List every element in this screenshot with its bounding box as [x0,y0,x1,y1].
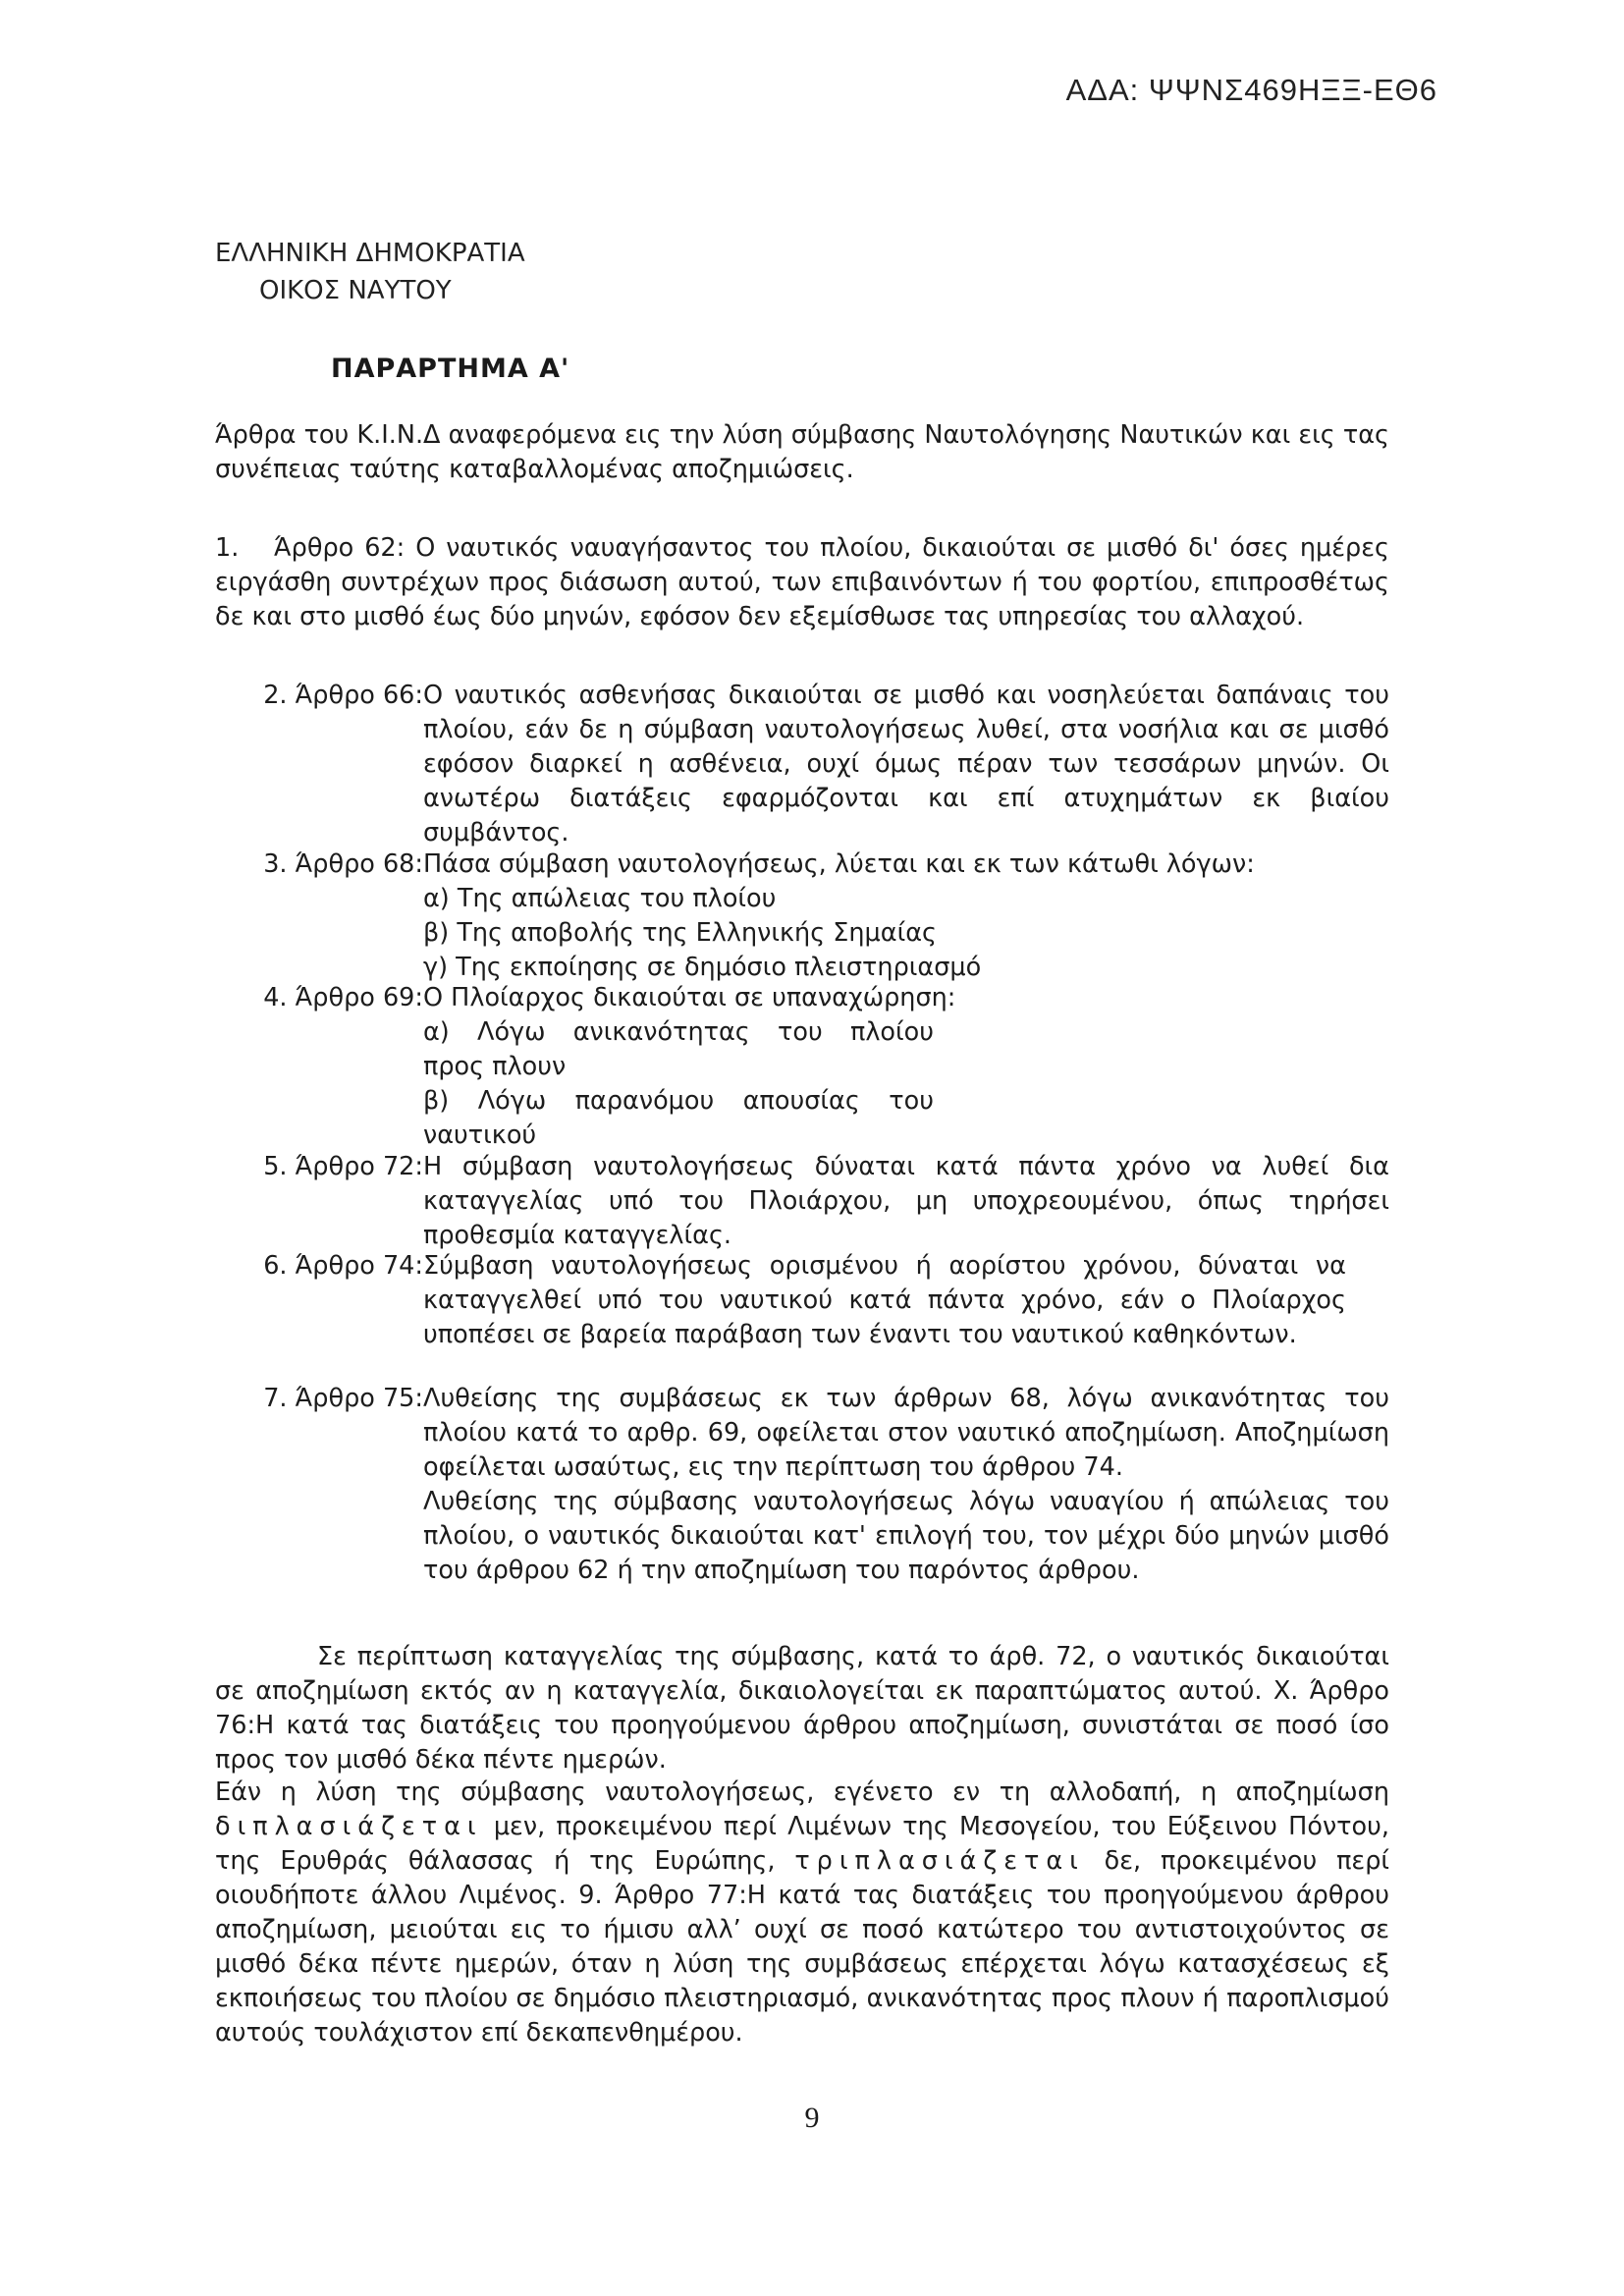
article-68-label: 3. Άρθρο 68: [263,849,423,879]
article-74-text: Σύμβαση ναυτολογήσεως ορισμένου ή αορίστου χρόνου, δύναται να καταγγελθεί υπό του ναυτικού κατά πάντα χρόνο, εάν ο Πλοίαρχος υποπέσει σε βαρεία παράβαση των έναντι του ναυτικού καθηκόντων. [423,1251,1346,1349]
article-72-text: Η σύμβαση ναυτολογήσεως δύναται κατά πάντα χρόνο να λυθεί δια καταγγελίας υπό του Πλοιάρχου, μη υποχρεουμένου, όπως τηρήσει προθεσμία καταγγελίας. [423,1152,1389,1250]
article-66-label: 2. Άρθρο 66: [263,681,423,710]
list-item: γ) Της εκποίησης σε δημόσιο πλειστηριασμό [423,953,982,982]
article-69-label: 4. Άρθρο 69: [263,983,423,1012]
article-75-paragraph-2: Λυθείσης της σύμβασης ναυτολογήσεως λόγω ναυαγίου ή απώλειας του πλοίου, ο ναυτικός δικαιούται κατ' επιλογή του, τον μέχρι δύο μηνών μισθό του άρθρου 62 ή την αποζημίωση του παρόντος άρθρου. [423,1487,1389,1585]
spaced-word: διπλασιάζεται [215,1812,483,1841]
list-item-continuation: ναυτικού [423,1121,537,1150]
item-number: 1. [215,533,240,563]
paragraph-compensation [215,1776,1389,2050]
article-75-paragraph-1: Λυθείσης της συμβάσεως εκ των άρθρων 68, λόγω ανικανότητας του πλοίου κατά το αρθρ. 69, οφείλεται στον ναυτικό αποζημίωση. Αποζημίωση οφείλεται ωσαύτως, εις την περίπτωση του άρθρου 74. [423,1384,1389,1482]
page-number: 9 [804,2102,820,2134]
article-62-text: Άρθρο 62: Ο ναυτικός ναυαγήσαντος του πλοίου, δικαιούται σε μισθό δι' όσες ημέρες ειργάσθη συντρέχων προς διάσωση αυτού, των επιβαινόντων ή του φορτίου, επιπροσθέτως δε και στο μισθό έως δύο μηνών, εφόσον δεν εξεμίσθωσε τας υπηρεσίας του αλλαχού. [215,533,1389,631]
article-68-text: Πάσα σύμβαση ναυτολογήσεως, λύεται και εκ των κάτωθι λόγων: [423,849,1255,879]
article-68-sublist [423,882,1389,985]
article-72-label: 5. Άρθρο 72: [263,1152,423,1181]
article-75-label: 7. Άρθρο 75: [263,1384,423,1413]
article-75-text [423,1382,1389,1588]
article-66-text: Ο ναυτικός ασθενήσας δικαιούται σε μισθό και νοσηλεύεται δαπάναις του πλοίου, εάν δε η σύμβαση ναυτολογήσεως λυθεί, στα νοσήλια και σε μισθό εφόσον διαρκεί η ασθένεια, ουχί όμως πέραν των τεσσάρων μηνών. Οι ανωτέρω διατάξεις εφαρμόζονται και επί ατυχημάτων εκ βιαίου συμβάντος. [423,681,1389,847]
paragraph-text: μεν, προκειμένου περί Λιμένων της Μεσογείου, του Εύξεινου Πόντου, της Ερυθράς θάλασσας ή της Ευρώπης, [215,1812,1390,1876]
article-69-text: Ο Πλοίαρχος δικαιούται σε υπαναχώρηση: [423,983,956,1012]
paragraph-termination: Σε περίπτωση καταγγελίας της σύμβασης, κατά το άρθ. 72, ο ναυτικός δικαιούται σε αποζημίωση εκτός αν η καταγγελία, δικαιολογείται εκ παραπτώματος αυτού. Χ. Άρθρο 76:Η κατά τας διατάξεις του προηγούμενου άρθρου αποζημίωση, συνιστάται σε ποσό ίσο προς τον μισθό δέκα πέντε ημερών. [215,1642,1389,1775]
paragraph-text: Εάν η λύση της σύμβασης ναυτολογήσεως, εγένετο εν τη αλλοδαπή, η αποζημίωση [215,1777,1389,1807]
annex-title: ΠΑΡΑΡΤΗΜΑ Α' [331,354,570,384]
list-item: α) Λόγω ανικανότητας του πλοίου [423,1017,934,1047]
spaced-word: τριπλασιάζεται [794,1846,1085,1876]
article-62-item [215,531,1389,634]
paragraph-text: δε, προκειμένου περί οιουδήποτε άλλου Λιμένος. 9. Άρθρο 77:Η κατά τας διατάξεις του προηγούμενου άρθρου αποζημίωση, μειούται εις το ήμισυ αλλ’ ουχί σε ποσό κατώτερο του αντιστοιχούντος σε μισθό δέκα πέντε ημερών, όταν η λύση της συμβάσεως επέρχεται λόγω κατασχέσεως εξ εκποιήσεως του πλοίου σε δημόσιο πλειστηριασμό, ανικανότητας προς πλουν ή παροπλισμού αυτούς τουλάχιστον επί δεκαπενθημέρου. [215,1846,1390,2048]
article-69-sublist [423,1015,934,1153]
list-item: β) Της αποβολής της Ελληνικής Σημαίας [423,918,937,948]
list-item-continuation: προς πλουν [423,1052,567,1081]
header-organization: ΟΙΚΟΣ ΝΑΥΤΟΥ [259,276,452,305]
article-74-label: 6. Άρθρο 74: [263,1251,423,1281]
list-item: β) Λόγω παρανόμου απουσίας του [423,1086,934,1116]
list-item: α) Της απώλειας του πλοίου [423,884,777,913]
header-country: ΕΛΛΗΝΙΚΗ ΔΗΜΟΚΡΑΤΙΑ [215,239,525,268]
intro-paragraph: Άρθρα του Κ.Ι.Ν.Δ αναφερόμενα εις την λύση σύμβασης Ναυτολόγησης Ναυτικών και εις τας συνέπειας ταύτης καταβαλλομένας αποζημιώσεις. [215,420,1389,484]
document-id: ΑΔΑ: ΨΨΝΣ469ΗΞΞ-ΕΘ6 [1065,73,1437,107]
